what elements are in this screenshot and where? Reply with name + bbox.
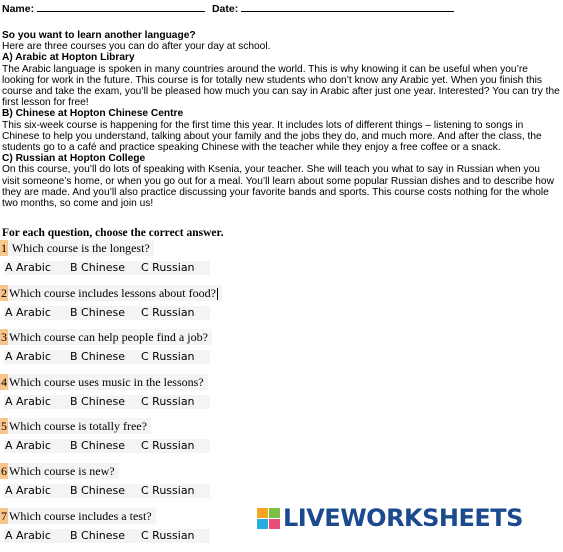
question-stem [0, 508, 156, 524]
question-2 [0, 285, 563, 330]
name-blank [37, 2, 205, 12]
answer-options [4, 261, 210, 275]
name-date-line [2, 2, 454, 15]
question-stem [0, 240, 154, 256]
question-text: Which course is new? [9, 463, 115, 478]
passage-intro: Here are three courses you can do after your day at school. [2, 41, 271, 53]
question-number: 1 [1, 241, 7, 255]
answer-options [4, 484, 210, 498]
option-a-button[interactable]: A Arabic [5, 350, 51, 364]
logo-block [257, 519, 268, 529]
option-c-button[interactable]: C Russian [141, 483, 195, 497]
logo-block [269, 519, 280, 529]
course-c-heading: C) Russian at Hopton College [2, 153, 146, 165]
option-c-button[interactable]: C Russian [141, 528, 195, 542]
question-number: 4 [1, 374, 7, 389]
option-c-button[interactable]: C Russian [141, 350, 195, 364]
answer-options [4, 306, 210, 320]
option-a-button[interactable]: A Arabic [5, 483, 51, 497]
answer-options [4, 439, 210, 453]
option-b-button[interactable]: B Chinese [70, 261, 125, 274]
answer-options [4, 395, 210, 409]
course-b-text: This six-week course is happening for the first time this year. It includes lots of different things – listening to songs in Chinese to help you understand, talking about your family and the jobs they do, and much more. And after the class, the students go to a café and practice speaking Chinese with the teacher while they enjoy a free coffee or a snack. [2, 119, 542, 154]
question-stem [0, 374, 208, 390]
logo-block [269, 508, 280, 518]
question-text: Which course can help people find a job? [9, 330, 208, 345]
question-text: Which course is the longest? [9, 241, 150, 255]
question-number: 7 [1, 508, 7, 523]
date-blank [241, 2, 454, 12]
option-b-button[interactable]: B Chinese [70, 394, 125, 408]
passage-title: So you want to learn another language? [2, 30, 196, 41]
option-a-button[interactable]: A Arabic [5, 439, 51, 453]
option-b-button[interactable]: B Chinese [70, 483, 125, 497]
question-stem [0, 285, 222, 301]
course-a-heading: A) Arabic at Hopton Library [2, 52, 135, 64]
option-c-button[interactable]: C Russian [141, 305, 195, 319]
reading-passage [2, 30, 560, 209]
option-a-button[interactable]: A Arabic [5, 305, 51, 319]
answer-options [4, 529, 210, 543]
option-c-button[interactable]: C Russian [141, 439, 195, 453]
liveworksheets-logo [257, 503, 523, 533]
option-a-button[interactable]: A Arabic [5, 261, 51, 274]
question-3 [0, 329, 563, 374]
course-a-text: The Arabic language is spoken in many countries around the world. This is why knowing it can be useful when you’re looking for work in the future. This course is for totally new students who don’t know any Arabic yet. When you finish this course and take the exam, you’ll be pleased how much you can say in Arabic after just one year. Interested? You can try the first lesson for free! [2, 63, 560, 109]
question-stem [0, 463, 119, 479]
question-number: 6 [1, 463, 7, 478]
logo-text: LIVEWORKSHEETS [283, 504, 523, 532]
text-cursor [217, 288, 218, 300]
option-b-button[interactable]: B Chinese [70, 350, 125, 364]
option-a-button[interactable]: A Arabic [5, 528, 51, 542]
question-number: 3 [1, 330, 7, 345]
question-stem [0, 418, 151, 434]
date-label: Date: [211, 3, 239, 15]
option-c-button[interactable]: C Russian [141, 261, 195, 274]
course-c-text: On this course, you’ll do lots of speaking with Ksenia, your teacher. She will teach you what to say in Russian when you visit someone’s home, or when you go out for a meal. You’ll learn about some popular Russian dishes and to describe how they are made. And you’ll also practice discussing your favorite bands and sports. This course costs nothing for the whole two months, so come and join us! [2, 164, 554, 210]
question-text: Which course includes lessons about food? [9, 285, 216, 300]
question-5 [0, 418, 563, 463]
question-text: Which course uses music in the lessons? [9, 374, 204, 389]
name-label: Name: [2, 3, 35, 15]
option-b-button[interactable]: B Chinese [70, 439, 125, 453]
option-b-button[interactable]: B Chinese [70, 305, 125, 319]
question-number: 2 [1, 285, 7, 300]
question-text: Which course includes a test? [9, 508, 152, 523]
logo-block [257, 508, 268, 518]
logo-blocks-icon [257, 508, 280, 529]
question-text: Which course is totally free? [9, 419, 147, 434]
course-b-heading: B) Chinese at Hopton Chinese Centre [2, 108, 184, 120]
instruction-text: For each question, choose the correct answer. [2, 227, 224, 239]
question-1 [0, 240, 563, 285]
answer-options [4, 350, 210, 364]
question-number: 5 [1, 419, 7, 434]
option-c-button[interactable]: C Russian [141, 394, 195, 408]
question-stem [0, 329, 212, 345]
question-4 [0, 374, 563, 419]
option-a-button[interactable]: A Arabic [5, 394, 51, 408]
question-6 [0, 463, 563, 508]
option-b-button[interactable]: B Chinese [70, 528, 125, 542]
